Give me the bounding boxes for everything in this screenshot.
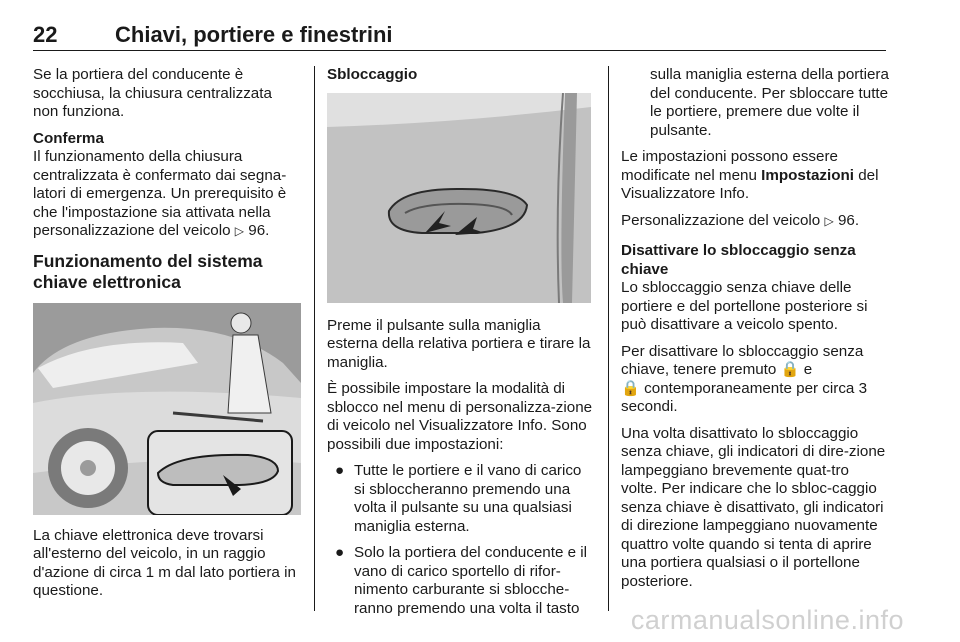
column-left [33, 66, 301, 609]
lock-icon: 🔒 [621, 379, 640, 397]
column-divider-1 [314, 66, 315, 611]
column-right [621, 66, 889, 599]
mode-paragraph: È possibile impostare la modalità di sblocco nel menu di personalizza-zione di veicolo nel Visualizzatore Info. Sono possibili due impostazioni: [327, 380, 593, 453]
column-middle [327, 66, 595, 626]
lock-icon: 🔒 [780, 361, 800, 378]
bullet-icon: ● [335, 462, 345, 479]
deactivate-how-paragraph: Per disattivare lo sbloccaggio senza chiave, tenere premuto 🔒 e 🔒 contemporaneamente per circa 3 secondi. [621, 342, 868, 415]
key-paragraph: La chiave elettronica deve trovarsi all'esterno del veicolo, in un raggio d'azione di circa 1 m dal lato portiera in questione. [33, 526, 296, 599]
bullet-continuation: sulla maniglia esterna della portiera del conducente. Per sbloccare tutte le portiere, premere due volte il pulsante. [650, 66, 889, 139]
list-item: ● Solo la portiera del conducente e il vano di carico sportello di rifor-nimento carburante si sblocche-ranno premendo una volta il tasto [335, 544, 588, 617]
column-divider-2 [608, 66, 609, 611]
bullet-icon: ● [335, 544, 345, 561]
deactivate-section [621, 242, 889, 335]
personalization-paragraph: Personalizzazione del veicolo ▷ 96. [621, 211, 860, 229]
list-item: ● Tutte le portiere e il vano di carico si sbloccheranno premendo una volta il pulsante su una qualsiasi maniglia esterna. [335, 462, 582, 535]
conferma-paragraph [33, 148, 301, 241]
intro-paragraph: Se la portiera del conducente è socchiusa, la chiusura centralizzata non funziona. [33, 66, 272, 120]
press-paragraph: Preme il pulsante sulla maniglia esterna della relativa portiera e tirare la maniglia. [327, 316, 591, 371]
unlock-options-list [327, 462, 595, 618]
section-heading-line2: chiave elettronica [33, 271, 181, 292]
reference-arrow-icon: ▷ [824, 213, 834, 228]
watermark: carmanualsonline.info [630, 605, 904, 635]
conferma-heading: Conferma [33, 129, 104, 147]
door-handle-illustration [327, 93, 591, 303]
car-key-illustration [33, 303, 301, 515]
deactivated-paragraph: Una volta disattivato lo sbloccaggio senza chiave, gli indicatori di dire-zione lampeggiano brevemente quat-tro volte. Per indicare che lo sbloc-caggio senza chiave è disattivato, gli indicatori di direzione lampeggiano nuovamente quattro volte quando si tenta di aprire una portiera qualsiasi o il portellone posteriore. [621, 424, 886, 590]
deactivate-heading: Disattivare lo sbloccaggio senza chiave [621, 242, 856, 278]
reference-arrow-icon: ▷ [234, 224, 245, 238]
reference-page: 96. [248, 222, 270, 239]
section-heading-line1: Funzionamento del sistema [33, 250, 263, 271]
settings-paragraph: Le impostazioni possono essere modificate nel menu Impostazioni del Visualizzatore Info. [621, 148, 879, 202]
section-heading [33, 251, 301, 293]
page-reference [235, 222, 270, 239]
page-header [33, 20, 886, 51]
settings-menu-name: Impostazioni [761, 166, 854, 184]
conferma-text: Il funzionamento della chiusura centralizzata è confermato dai segna-latori di emergenza. Un prerequisito è che l'impostazione sia attivata nella personalizzazione del veicolo [33, 148, 287, 239]
deactivate-paragraph: Lo sbloccaggio senza chiave delle portiere e del portellone posteriore si può disattivare a veicolo spento. [621, 279, 868, 333]
chapter-title: Chiavi, portiere e finestrini [115, 22, 393, 47]
page-number: 22 [33, 22, 58, 47]
page-reference: ▷ 96. [824, 211, 860, 229]
sbloccaggio-heading: Sbloccaggio [327, 66, 418, 83]
